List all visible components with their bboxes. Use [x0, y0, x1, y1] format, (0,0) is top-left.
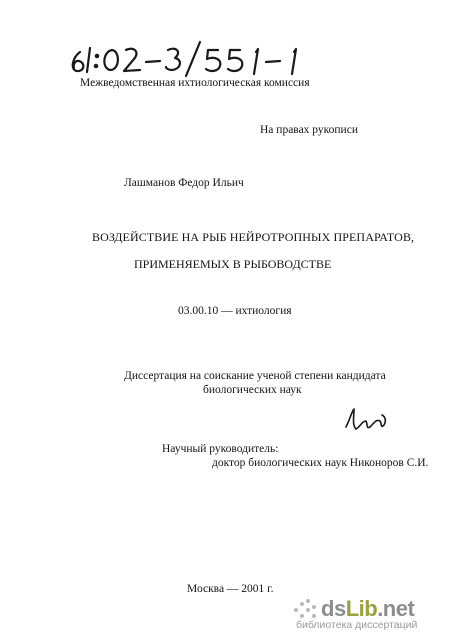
handwritten-catalog-code [68, 38, 358, 78]
dslib-tagline: библиотека диссертаций [296, 619, 418, 631]
supervisor-name: доктор биологических наук Никоноров С.И. [212, 457, 429, 469]
supervisor-label: Научный руководитель: [162, 443, 279, 455]
city-year: Москва — 2001 г. [187, 583, 274, 595]
degree-statement-line-2: биологических наук [203, 384, 302, 396]
dissertation-title-line-1: ВОЗДЕЙСТВИЕ НА РЫБ НЕЙРОТРОПНЫХ ПРЕПАРАТОВ, [92, 230, 415, 244]
handwritten-code-image [68, 38, 358, 78]
dissertation-title-line-2: ПРИМЕНЯЕМЫХ В РЫБОВОДСТВЕ [134, 257, 332, 271]
dslib-watermark[interactable] [294, 596, 446, 632]
author-name: Лашманов Федор Ильич [124, 177, 244, 189]
handwritten-signature [342, 405, 390, 435]
specialty-code: 03.00.10 — ихтиология [178, 305, 292, 317]
degree-statement-line-1: Диссертация на соискание ученой степени кандидата [124, 370, 386, 382]
logo-ds: ds [321, 596, 346, 621]
commission-name: Межведомственная ихтиологическая комиссия [80, 77, 310, 89]
logo-net: .net [377, 596, 415, 621]
manuscript-rights-label: На правах рукописи [260, 124, 358, 136]
logo-lib: Lib [345, 596, 378, 621]
signature-image [342, 405, 390, 435]
dslib-dots-icon [294, 599, 318, 621]
